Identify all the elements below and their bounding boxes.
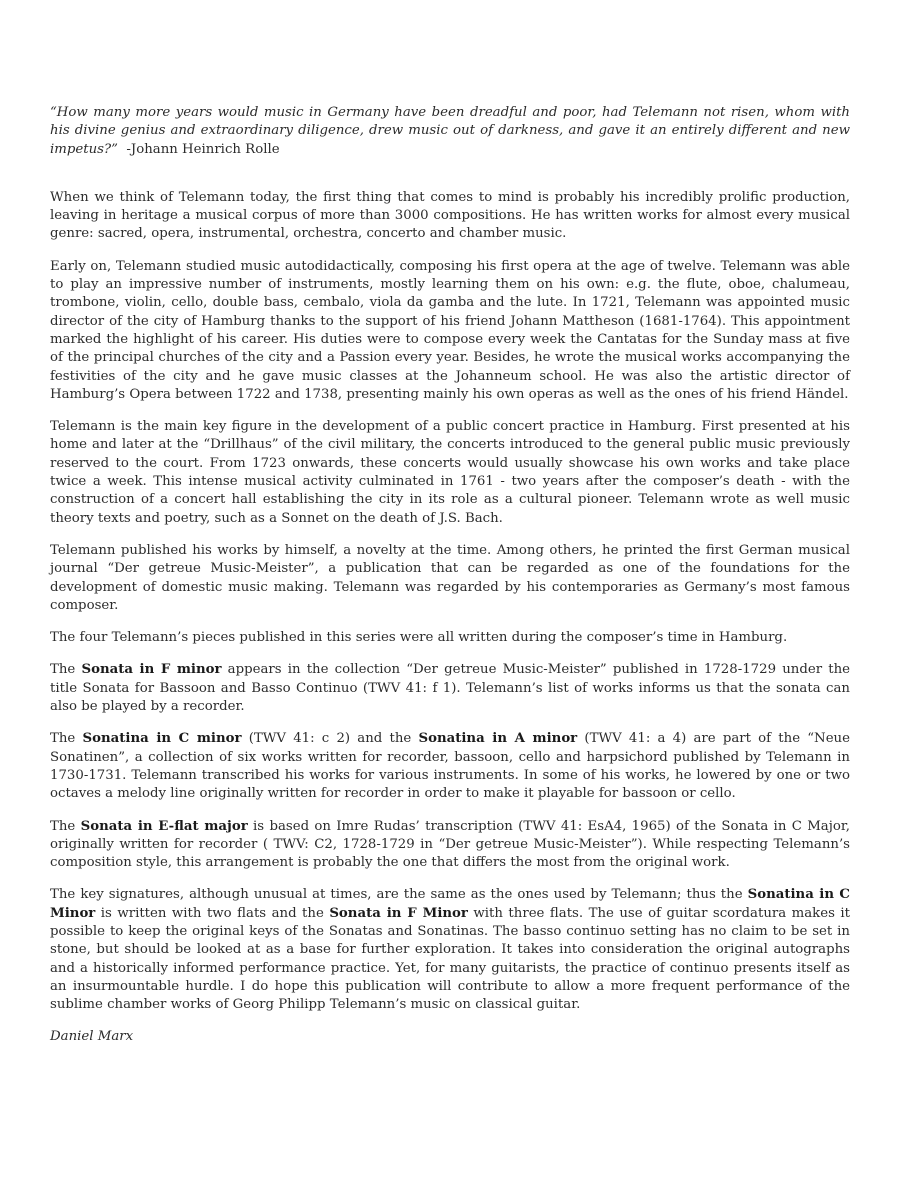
- text-span: The: [50, 662, 82, 678]
- text-span: (TWV 41: c 2) and the: [241, 731, 419, 747]
- quote-attribution: -Johann Heinrich Rolle: [126, 141, 280, 157]
- paragraph-public-concerts: Telemann is the main key figure in the development of a public concert practice in Hamburg. First presented at his home and later at the “Drillhaus” of the civil military, the concerts introduced to the general public music previously reserved to the court. From 1723 onwards, these concerts would usually showcase his own works and take place twice a week. This intense musical activity culminated in 1761 - two years after the composer’s death - with the construction of a concert hall establishing the city in its role as a cultural pioneer. Telemann wrote as well music theory texts and poetry, such as a Sonnet on the death of J.S. Bach.: [50, 419, 850, 526]
- text-span: The key signatures, although unusual at times, are the same as the ones used by Telemann; thus the: [50, 887, 748, 903]
- text-span: is written with two flats and the: [95, 905, 330, 921]
- text-span: appears in the collection “Der getreue Music-Meister” published in 1728-1729 under the title Sonata for Bassoon and Basso Continuo (TWV 41: f 1). Telemann’s list of works informs us that the sonata can also be played by a recorder.: [50, 662, 850, 715]
- text-span: The: [50, 731, 83, 747]
- work-title: Sonata in E-flat major: [80, 818, 248, 834]
- text-span: The: [50, 818, 81, 834]
- quote-text: “How many more years would music in Germany have been dreadful and poor, had Telemann not risen, whom with his divine genius and extraordinary diligence, drew music out of darkness, and gave it an entirely different and new impetus?”: [50, 105, 850, 157]
- paragraph-early-career: Early on, Telemann studied music autodidactically, composing his first opera at the age of twelve. Telemann was able to play an impressive number of instruments, mostly learning them on his own: e.g. the flute, oboe, chalumeau, trombone, violin, cello, double bass, cembalo, viola da gamba and the lute. In 1721, Telemann was appointed music director of the city of Hamburg thanks to the support of his friend Johann Mattheson (1681-1764). This appointment marked the highlight of his career. His duties were to compose every week the Cantatas for the Sunday mass at five of the principal churches of the city and a Passion every year. Besides, he wrote the musical works accompanying the festivities of the city and he gave music classes at the Johanneum school. He was also the artistic director of Hamburg’s Opera between 1722 and 1738, presenting mainly his own operas as well as the ones of his friend Händel.: [50, 258, 850, 402]
- paragraph-sonata-e-flat-major: [50, 818, 850, 873]
- text-span: is based on Imre Rudas’ transcription (TWV 41: EsA4, 1965) of the Sonata in C Major, originally written for recorder ( TWV: C2, 1728-1729 in “Der getreue Music-Meister”). While respecting Telemann’s composition style, this arrangement is probably the one that differs the most from the original work.: [50, 818, 850, 871]
- document-page: [50, 104, 850, 1061]
- paragraph-prolific-production: When we think of Telemann today, the first thing that comes to mind is probably his incredibly prolific production, leaving in heritage a musical corpus of more than 3000 compositions. He has written works for almost every musical genre: sacred, opera, instrumental, orchestra, concerto and chamber music.: [50, 189, 850, 242]
- paragraph-sonatinas: [50, 730, 850, 803]
- paragraph-key-signatures: [50, 886, 850, 1014]
- work-title: Sonatina in C minor: [82, 731, 242, 747]
- work-title: Sonata in F Minor: [329, 905, 468, 921]
- work-title: Sonatina in A minor: [418, 731, 578, 747]
- paragraph-sonata-f-minor: [50, 661, 850, 716]
- paragraph-publishing: Telemann published his works by himself, a novelty at the time. Among others, he printed the first German musical journal “Der getreue Music-Meister”, a publication that can be regarded as one of the foundations for the development of domestic music making. Telemann was regarded by his contemporaries as Germany’s most famous composer.: [50, 542, 850, 613]
- author-signature: Daniel Marx: [50, 1029, 134, 1045]
- work-title: Sonata in F minor: [81, 662, 222, 678]
- epigraph-quote: [50, 104, 850, 159]
- paragraph-series-intro: The four Telemann’s pieces published in this series were all written during the composer’s time in Hamburg.: [50, 630, 788, 646]
- work-title: Sonatina in C Minor: [50, 887, 850, 921]
- text-span: with three flats. The use of guitar scordatura makes it possible to keep the original keys of the Sonatas and Sonatinas. The basso continuo setting has no claim to be set in stone, but should be looked at as a base for further exploration. It takes into consideration the original autographs and a historically informed performance practice. Yet, for many guitarists, the practice of continuo presents itself as an insurmountable hurdle. I do hope this publication will contribute to allow a more frequent performance of the sublime chamber works of Georg Philipp Telemann’s music on classical guitar.: [50, 905, 851, 1013]
- text-span: (TWV 41: a 4) are part of the “Neue Sonatinen”, a collection of six works written for recorder, bassoon, cello and harpsichord published by Telemann in 1730-1731. Telemann transcribed his works for various instruments. In some of his works, he lowered by one or two octaves a melody line originally written for recorder in order to make it playable for bassoon or cello.: [50, 731, 850, 802]
